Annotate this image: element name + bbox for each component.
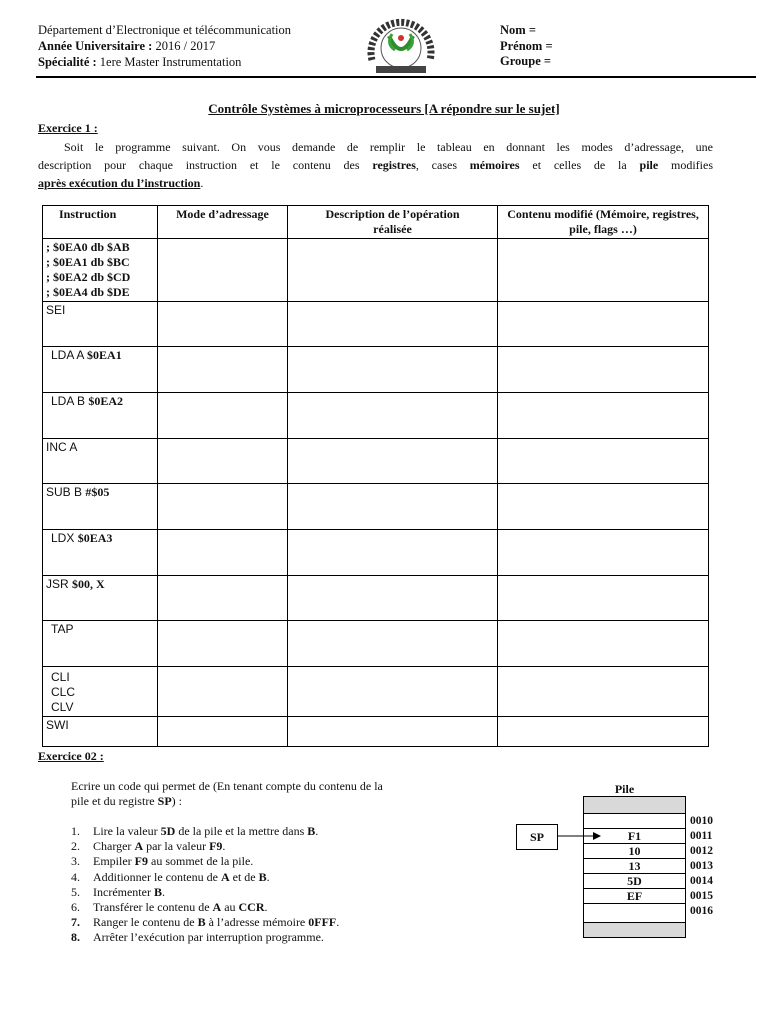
list-item: 5. Incrémenter B.: [71, 884, 165, 899]
address-label: 0012: [690, 845, 713, 857]
answer-cell[interactable]: [158, 302, 288, 347]
table-row: [43, 439, 709, 484]
instruction-cell: ; $0EA0 db $AB ; $0EA1 db $BC ; $0EA2 db $CD ; $0EA4 db $DE: [43, 239, 158, 302]
page-title: Contrôle Systèmes à microprocesseurs [A répondre sur le sujet]: [208, 101, 560, 116]
answer-cell[interactable]: [498, 484, 709, 530]
list-item: 7. Ranger le contenu de B à l’adresse mémoire 0FFF.: [71, 915, 340, 930]
col-header-instruction: Instruction: [43, 206, 158, 239]
stack-cell: [584, 814, 685, 829]
stack-cell: [584, 923, 685, 938]
list-item: 6. Transférer le contenu de A au CCR.: [71, 899, 268, 914]
exercise-1-table: [42, 205, 709, 747]
stack-cell: [584, 904, 685, 923]
table-row: [43, 667, 709, 717]
address-label: 0015: [690, 890, 713, 902]
answer-cell[interactable]: [498, 347, 709, 393]
answer-cell[interactable]: [498, 717, 709, 747]
col-header-mode: Mode d’adressage: [158, 206, 288, 239]
address-label: 0014: [690, 875, 713, 887]
instruction-cell: SUB B #$05: [43, 484, 158, 530]
answer-cell[interactable]: [288, 667, 498, 717]
sp-arrow-icon: [557, 830, 601, 842]
answer-cell[interactable]: [498, 621, 709, 667]
instruction-cell: LDA B $0EA2: [43, 393, 158, 439]
answer-cell[interactable]: [498, 576, 709, 621]
answer-cell[interactable]: [158, 717, 288, 747]
address-label: 0013: [690, 860, 713, 872]
answer-cell[interactable]: [288, 621, 498, 667]
stack-cell: 5D: [584, 874, 685, 889]
header-divider: [36, 76, 756, 78]
instruction-cell: LDA A $0EA1: [43, 347, 158, 393]
answer-cell[interactable]: [158, 667, 288, 717]
prenom-field[interactable]: Prénom =: [500, 39, 553, 53]
speciality: Spécialité : 1ere Master Instrumentation: [38, 55, 242, 69]
table-row: [43, 621, 709, 667]
instruction-cell: JSR $00, X: [43, 576, 158, 621]
instruction-cell: SEI: [43, 302, 158, 347]
exercise-2-heading: Exercice 02 :: [38, 749, 104, 763]
table-row: [43, 393, 709, 439]
stack-cell: EF: [584, 889, 685, 904]
address-label: 0011: [690, 830, 713, 842]
stack-diagram: [583, 796, 686, 938]
answer-cell[interactable]: [158, 393, 288, 439]
groupe-field[interactable]: Groupe =: [500, 54, 551, 68]
answer-cell[interactable]: [288, 576, 498, 621]
instruction-cell: INC A: [43, 439, 158, 484]
answer-cell[interactable]: [498, 439, 709, 484]
list-item: 1. Lire la valeur 5D de la pile et la mettre dans B.: [71, 824, 319, 838]
table-row: [43, 530, 709, 576]
answer-cell[interactable]: [498, 239, 709, 302]
answer-cell[interactable]: [158, 530, 288, 576]
table-row: [43, 484, 709, 530]
answer-cell[interactable]: [158, 347, 288, 393]
answer-cell[interactable]: [158, 239, 288, 302]
answer-cell[interactable]: [498, 667, 709, 717]
stack-cell: [584, 796, 685, 814]
answer-cell[interactable]: [158, 576, 288, 621]
answer-cell[interactable]: [288, 717, 498, 747]
col-header-description: Description de l’opération réalisée: [288, 206, 498, 239]
pile-title: Pile: [614, 782, 635, 796]
address-label: 0016: [690, 905, 713, 917]
exercise-1-heading: Exercice 1 :: [38, 121, 98, 135]
list-item: 3. Empiler F9 au sommet de la pile.: [71, 854, 254, 869]
exercise-2-steps: [71, 824, 339, 946]
university-logo: [362, 14, 440, 78]
instruction-cell: TAP: [43, 621, 158, 667]
list-item: 4. Additionner le contenu de A et de B.: [71, 869, 270, 884]
answer-cell[interactable]: [498, 302, 709, 347]
answer-cell[interactable]: [288, 439, 498, 484]
answer-cell[interactable]: [288, 347, 498, 393]
exercise-1-instructions: Soit le programme suivant. On vous demande de remplir le tableau en donnant les modes d’adressage, une description pour chaque instruction et le contenu des registres, cases mémoires et celles de la pile modifies après exécution du l’instruction.: [38, 140, 713, 190]
nom-field[interactable]: Nom =: [500, 23, 536, 37]
department-label: Département d’Electronique et télécommunication: [38, 23, 292, 37]
answer-cell[interactable]: [158, 484, 288, 530]
answer-cell[interactable]: [288, 239, 498, 302]
answer-cell[interactable]: [158, 439, 288, 484]
stack-cell: 13: [584, 859, 685, 874]
instruction-cell: LDX $0EA3: [43, 530, 158, 576]
table-row: [43, 239, 709, 302]
answer-cell[interactable]: [498, 530, 709, 576]
answer-cell[interactable]: [288, 393, 498, 439]
answer-cell[interactable]: [288, 484, 498, 530]
col-header-content: Contenu modifié (Mémoire, registres, pile, flags …): [498, 206, 709, 239]
instruction-cell: SWI: [43, 717, 158, 747]
instruction-cell: CLI CLC CLV: [43, 667, 158, 717]
table-row: [43, 347, 709, 393]
stack-cell: F1: [584, 829, 685, 844]
list-item: 2. Charger A par la valeur F9.: [71, 839, 226, 854]
table-row: [43, 302, 709, 347]
exercise-2-intro: Ecrire un code qui permet de (En tenant compte du contenu de la pile et du registre SP) :: [71, 779, 383, 808]
sp-register-box: SP: [516, 824, 558, 850]
answer-cell[interactable]: [288, 302, 498, 347]
address-label: 0010: [690, 815, 713, 827]
table-row: [43, 717, 709, 747]
table-row: [43, 576, 709, 621]
answer-cell[interactable]: [498, 393, 709, 439]
academic-year: Année Universitaire : 2016 / 2017: [38, 39, 216, 53]
answer-cell[interactable]: [158, 621, 288, 667]
stack-cell: 10: [584, 844, 685, 859]
answer-cell[interactable]: [288, 530, 498, 576]
list-item: 8. Arrêter l’exécution par interruption programme.: [71, 930, 324, 945]
